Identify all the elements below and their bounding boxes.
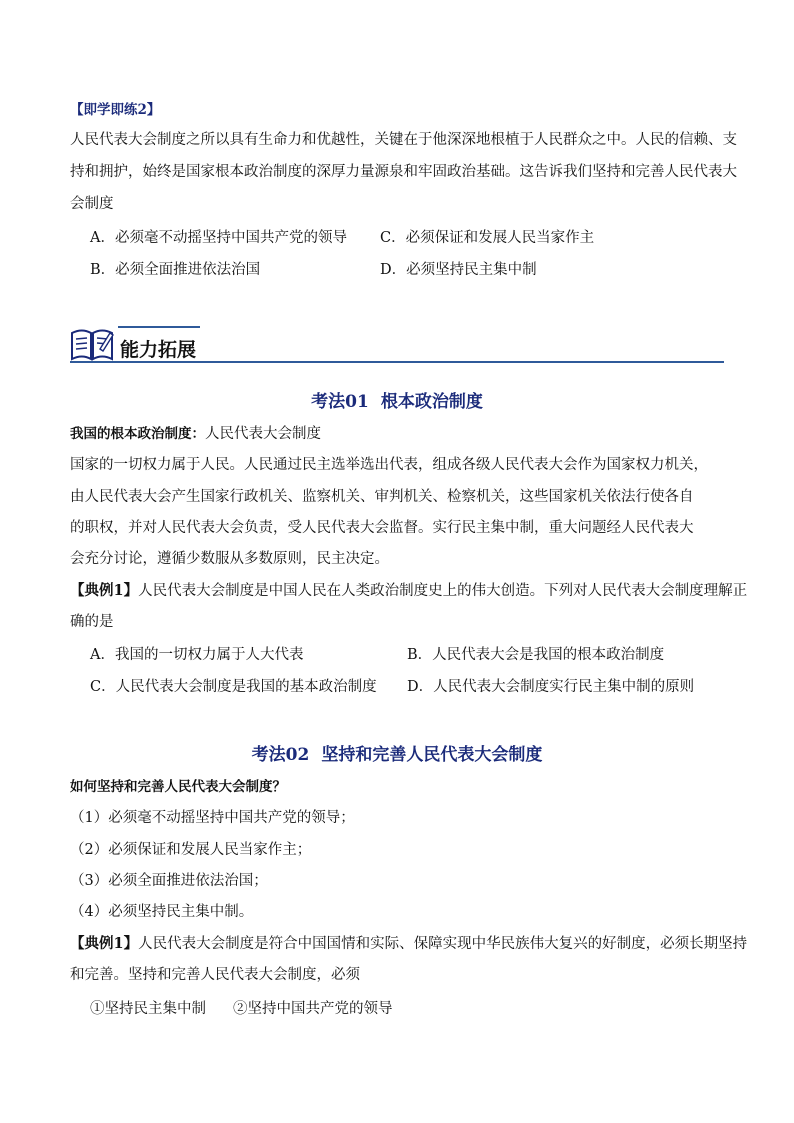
banner-top-rule xyxy=(118,326,200,328)
practice-question-line: 人民代表大会制度之所以具有生命力和优越性，关键在于他深深地根植于人民群众之中。人民的信赖、支 xyxy=(70,132,737,148)
paragraph-line: 会充分讨论，遵循少数服从多数原则，民主决定。 xyxy=(70,551,389,567)
list-item: （4）必须坚持民主集中制。 xyxy=(70,904,254,920)
paragraph-line: 由人民代表大会产生国家行政机关、监察机关、审判机关、检察机关，这些国家机关依法行使各自 xyxy=(70,489,694,505)
option-a: A．必须毫不动摇坚持中国共产党的领导 xyxy=(90,230,347,246)
option-d: D．人民代表大会制度实行民主集中制的原则 xyxy=(407,679,695,695)
example-tag: 【典例1】 xyxy=(70,935,139,952)
choice-2: ②坚持中国共产党的领导 xyxy=(233,1001,393,1017)
option-a: A．我国的一切权力属于人大代表 xyxy=(90,647,304,663)
practice-question-line: 持和拥护，始终是国家根本政治制度的深厚力量源泉和牢固政治基础。这告诉我们坚持和完善人民代表大 xyxy=(70,164,737,180)
section-1-title: 根本政治制度 xyxy=(380,392,483,412)
option-b: B．人民代表大会是我国的根本政治制度 xyxy=(407,647,665,663)
section-1-number: 考法01 xyxy=(311,392,369,412)
option-c: C．必须保证和发展人民当家作主 xyxy=(380,230,595,246)
example-text: 人民代表大会制度是符合中国国情和实际、保障实现中华民族伟大复兴的好制度，必须长期坚持 xyxy=(138,936,748,952)
example-line xyxy=(70,581,747,601)
section-2-number: 考法02 xyxy=(251,745,310,765)
practice-question-line: 会制度 xyxy=(70,196,114,212)
paragraph-line: 的职权，并对人民代表大会负责，受人民代表大会监督。实行民主集中制，重大问题经人民代表大 xyxy=(70,520,694,536)
section-2-heading xyxy=(0,740,794,765)
example-line: 和完善。坚持和完善人民代表大会制度，必须 xyxy=(70,967,360,983)
example-line xyxy=(70,934,747,954)
option-b: B．必须全面推进依法治国 xyxy=(90,262,261,278)
section-2-title: 坚持和完善人民代表大会制度 xyxy=(321,745,543,765)
lead-text: 人民代表大会制度 xyxy=(205,426,321,442)
section-1-heading xyxy=(0,387,794,412)
list-item: （1）必须毫不动摇坚持中国共产党的领导； xyxy=(70,810,355,826)
practice-tag: 【即学即练2】 xyxy=(70,102,161,118)
lead-label: 我国的根本政治制度： xyxy=(70,426,205,442)
open-book-icon xyxy=(70,325,114,363)
list-item: （2）必须保证和发展人民当家作主； xyxy=(70,842,312,858)
banner-label: 能力拓展 xyxy=(120,339,197,361)
section-1-lead xyxy=(70,424,321,444)
choice-1: ①坚持民主集中制 xyxy=(90,1001,206,1017)
example-tag: 【典例1】 xyxy=(70,582,139,599)
paragraph-line: 国家的一切权力属于人民。人民通过民主选举选出代表，组成各级人民代表大会作为国家权力机关， xyxy=(70,457,708,473)
option-c: C．人民代表大会制度是我国的基本政治制度 xyxy=(90,679,377,695)
banner-divider xyxy=(70,361,724,363)
list-item: （3）必须全面推进依法治国； xyxy=(70,873,268,889)
example-line: 确的是 xyxy=(70,614,114,630)
option-d: D．必须坚持民主集中制 xyxy=(380,262,537,278)
example-text: 人民代表大会制度是中国人民在人类政治制度史上的伟大创造。下列对人民代表大会制度理解正 xyxy=(138,583,748,599)
section-2-lead: 如何坚持和完善人民代表大会制度？ xyxy=(70,779,286,795)
